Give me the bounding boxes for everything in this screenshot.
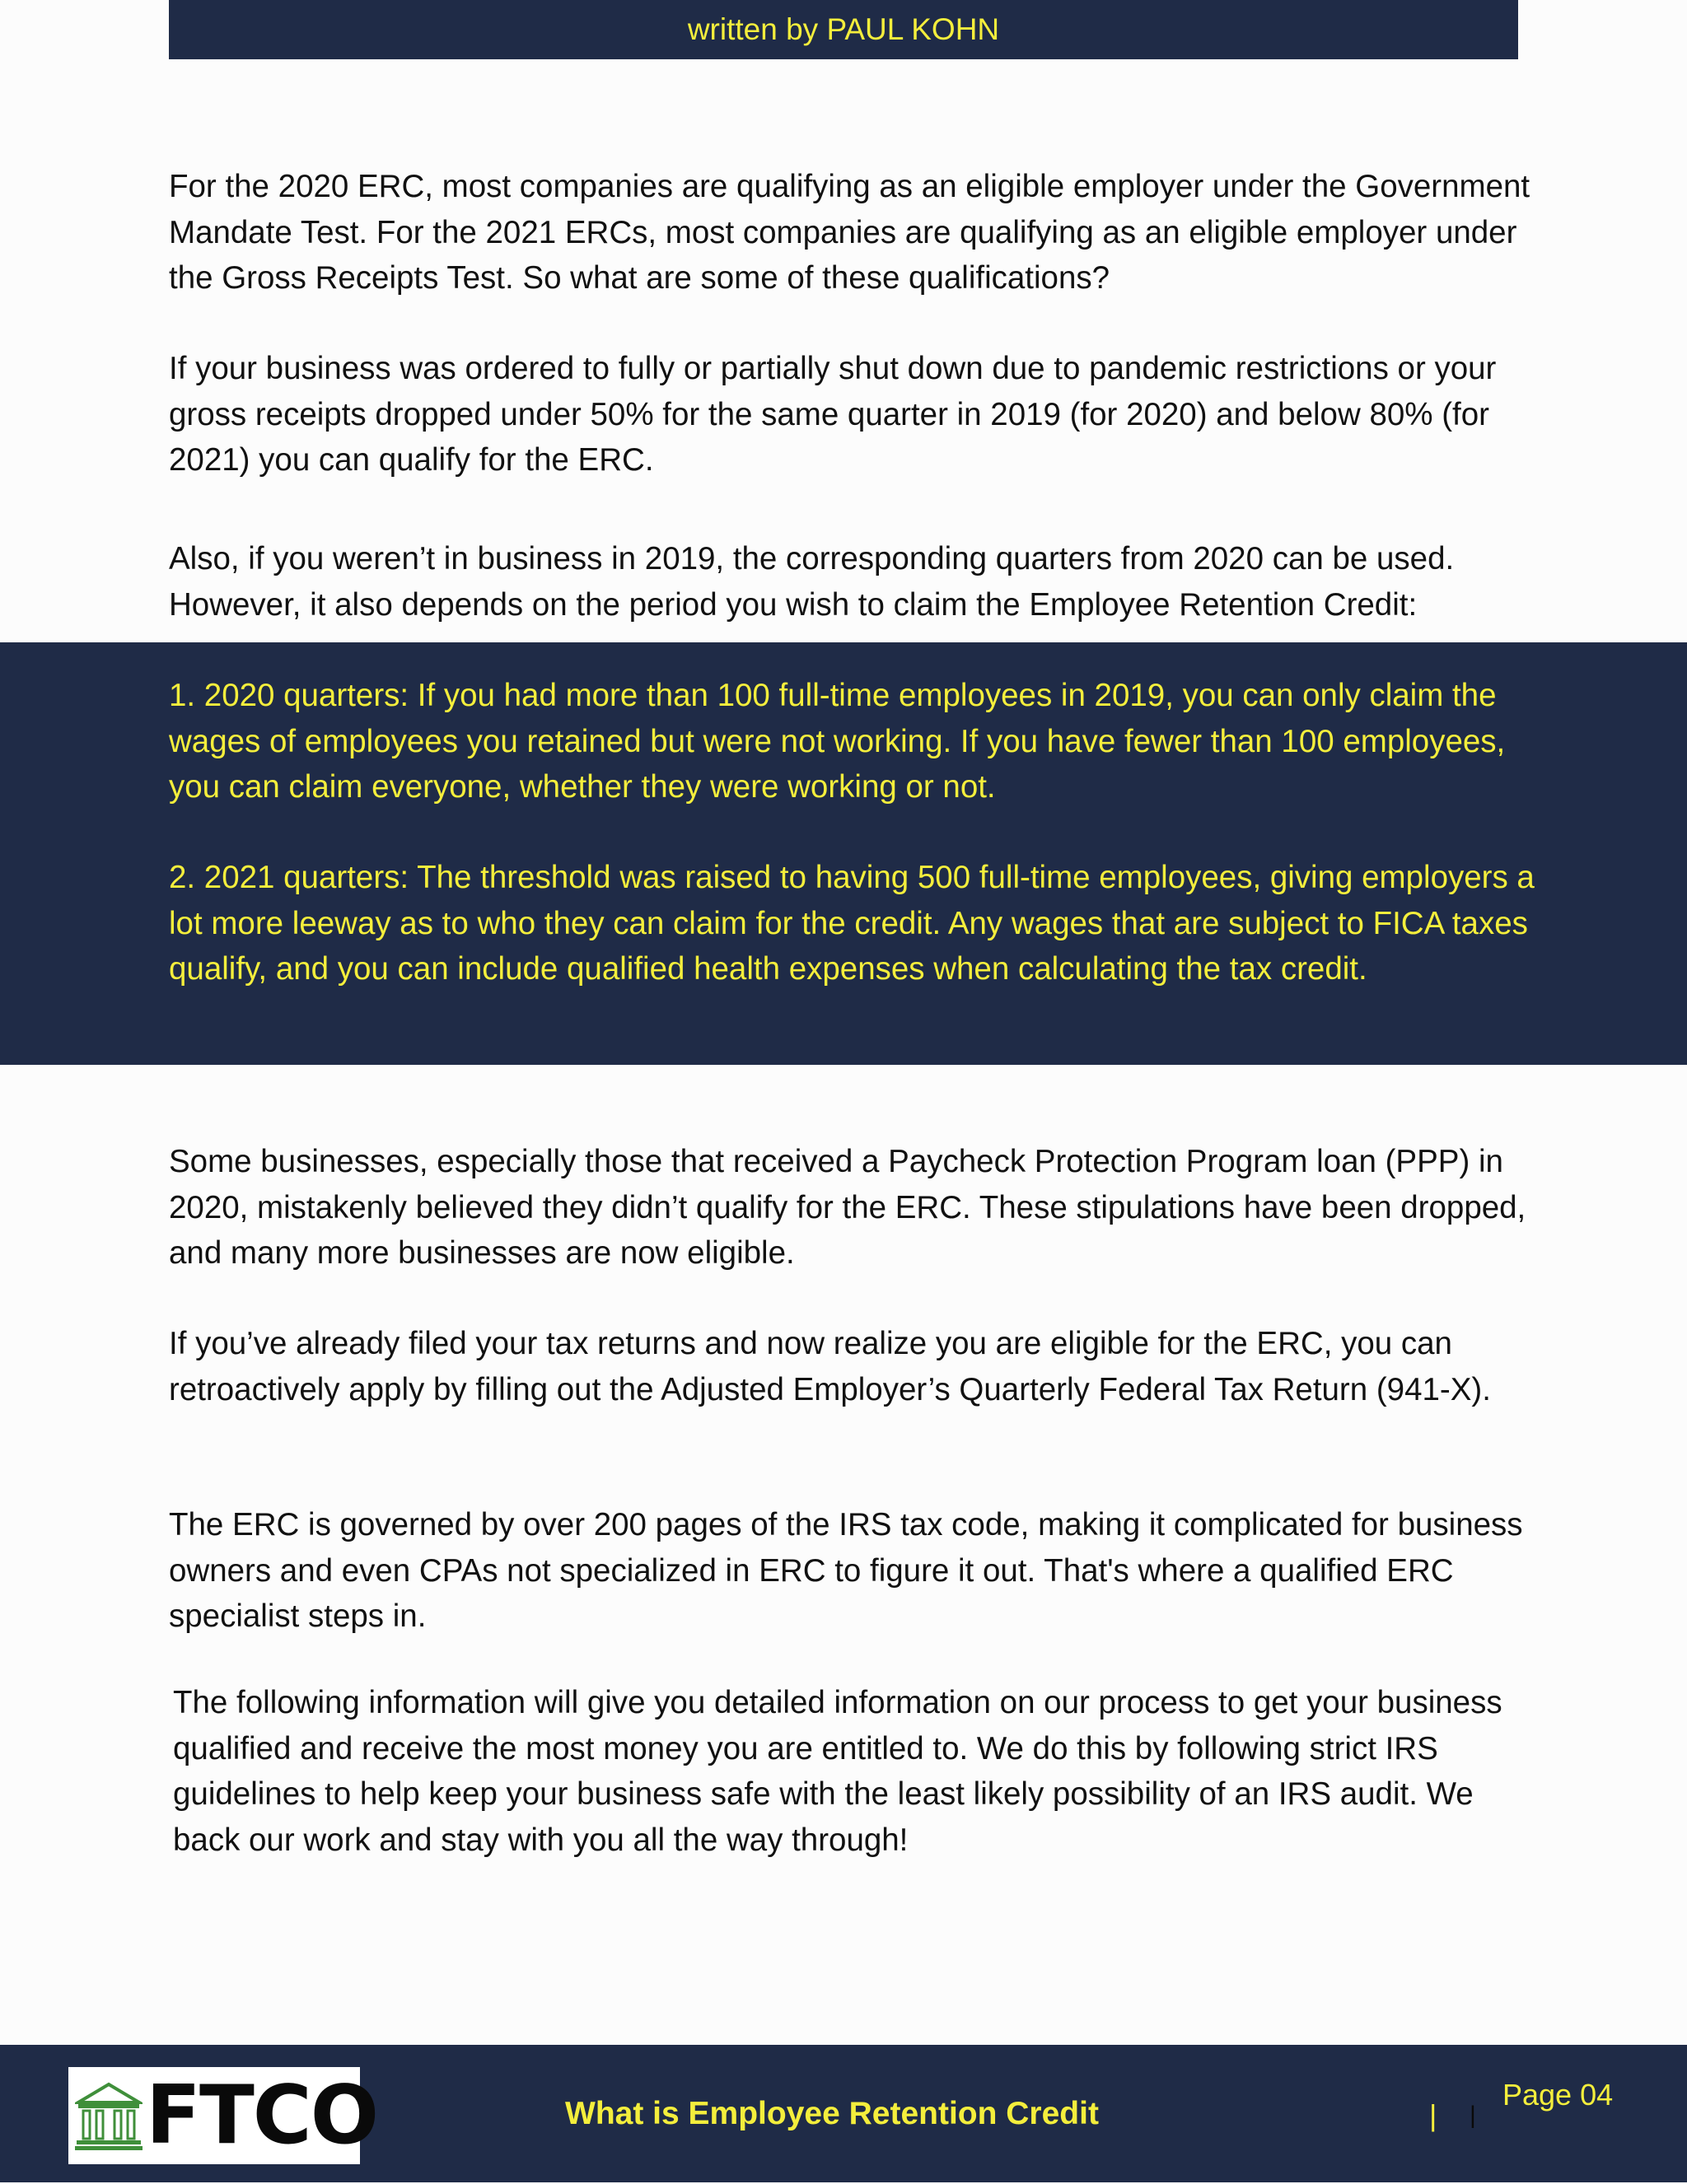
footer-bar [0, 2045, 1687, 2182]
bank-building-icon [75, 2079, 143, 2152]
logo-text: FTCO [146, 2069, 378, 2163]
footer-title: What is Employee Retention Credit [565, 2096, 1099, 2131]
author-banner: written by PAUL KOHN [169, 0, 1518, 59]
paragraph-period: Also, if you weren’t in business in 2019, the corresponding quarters from 2020 can be used. However, it also depends on the period you wish to claim the Employee Retention Credit: [169, 541, 1455, 623]
paragraph-ppp: Some businesses, especially those that received a Paycheck Protection Program loan (PPP) in 2020, mistakenly believed they didn’t qualify for the ERC. These stipulations have been dropped, and many more businesses are now eligible. [169, 1144, 1526, 1271]
highlight-item-2020: 1. 2020 quarters: If you had more than 100 full-time employees in 2019, you can only claim the wages of employees you retained but were not working. If you have fewer than 100 employees, you can claim everyone, whether they were working or not. [169, 678, 1506, 805]
paragraph-process: The following information will give you detailed information on our process to get your business qualified and receive the most money you are entitled to. We do this by following strict IRS guidelines to help keep your business safe with the least likely possibility of an IRS audit. We back our work and stay with you all the way through! [173, 1685, 1502, 1858]
footer-separator: | [1470, 2102, 1476, 2129]
paragraph-qualification: If your business was ordered to fully or partially shut down due to pandemic restrictions or your gross receipts dropped under 50% for the same quarter in 2019 (for 2020) and below 80% (for 2021) you can qualify for the ERC. [169, 351, 1497, 478]
footer-separator: | [1429, 2098, 1437, 2132]
page-number: Page 04 [1502, 2078, 1614, 2112]
paragraph-retroactive: If you’ve already filed your tax returns and now realize you are eligible for the ERC, you can retroactively apply by filling out the Adjusted Employer’s Quarterly Federal Tax Return (941-X). [169, 1326, 1491, 1407]
paragraph-irs-code: The ERC is governed by over 200 pages of the IRS tax code, making it complicated for business owners and even CPAs not specialized in ERC to figure it out. That's where a qualified ERC specialist steps in. [169, 1507, 1523, 1634]
ftco-logo [68, 2067, 378, 2164]
highlight-item-2021: 2. 2021 quarters: The threshold was raised to having 500 full-time employees, giving employers a lot more leeway as to who they can claim for the credit. Any wages that are subject to FICA taxes qualify, and you can include qualified health expenses when calculating the tax credit. [169, 860, 1535, 987]
paragraph-erc-tests: For the 2020 ERC, most companies are qualifying as an eligible employer under the Government Mandate Test. For the 2021 ERCs, most companies are qualifying as an eligible employer under the Gross Receipts Test. So what are some of these qualifications? [169, 169, 1530, 296]
